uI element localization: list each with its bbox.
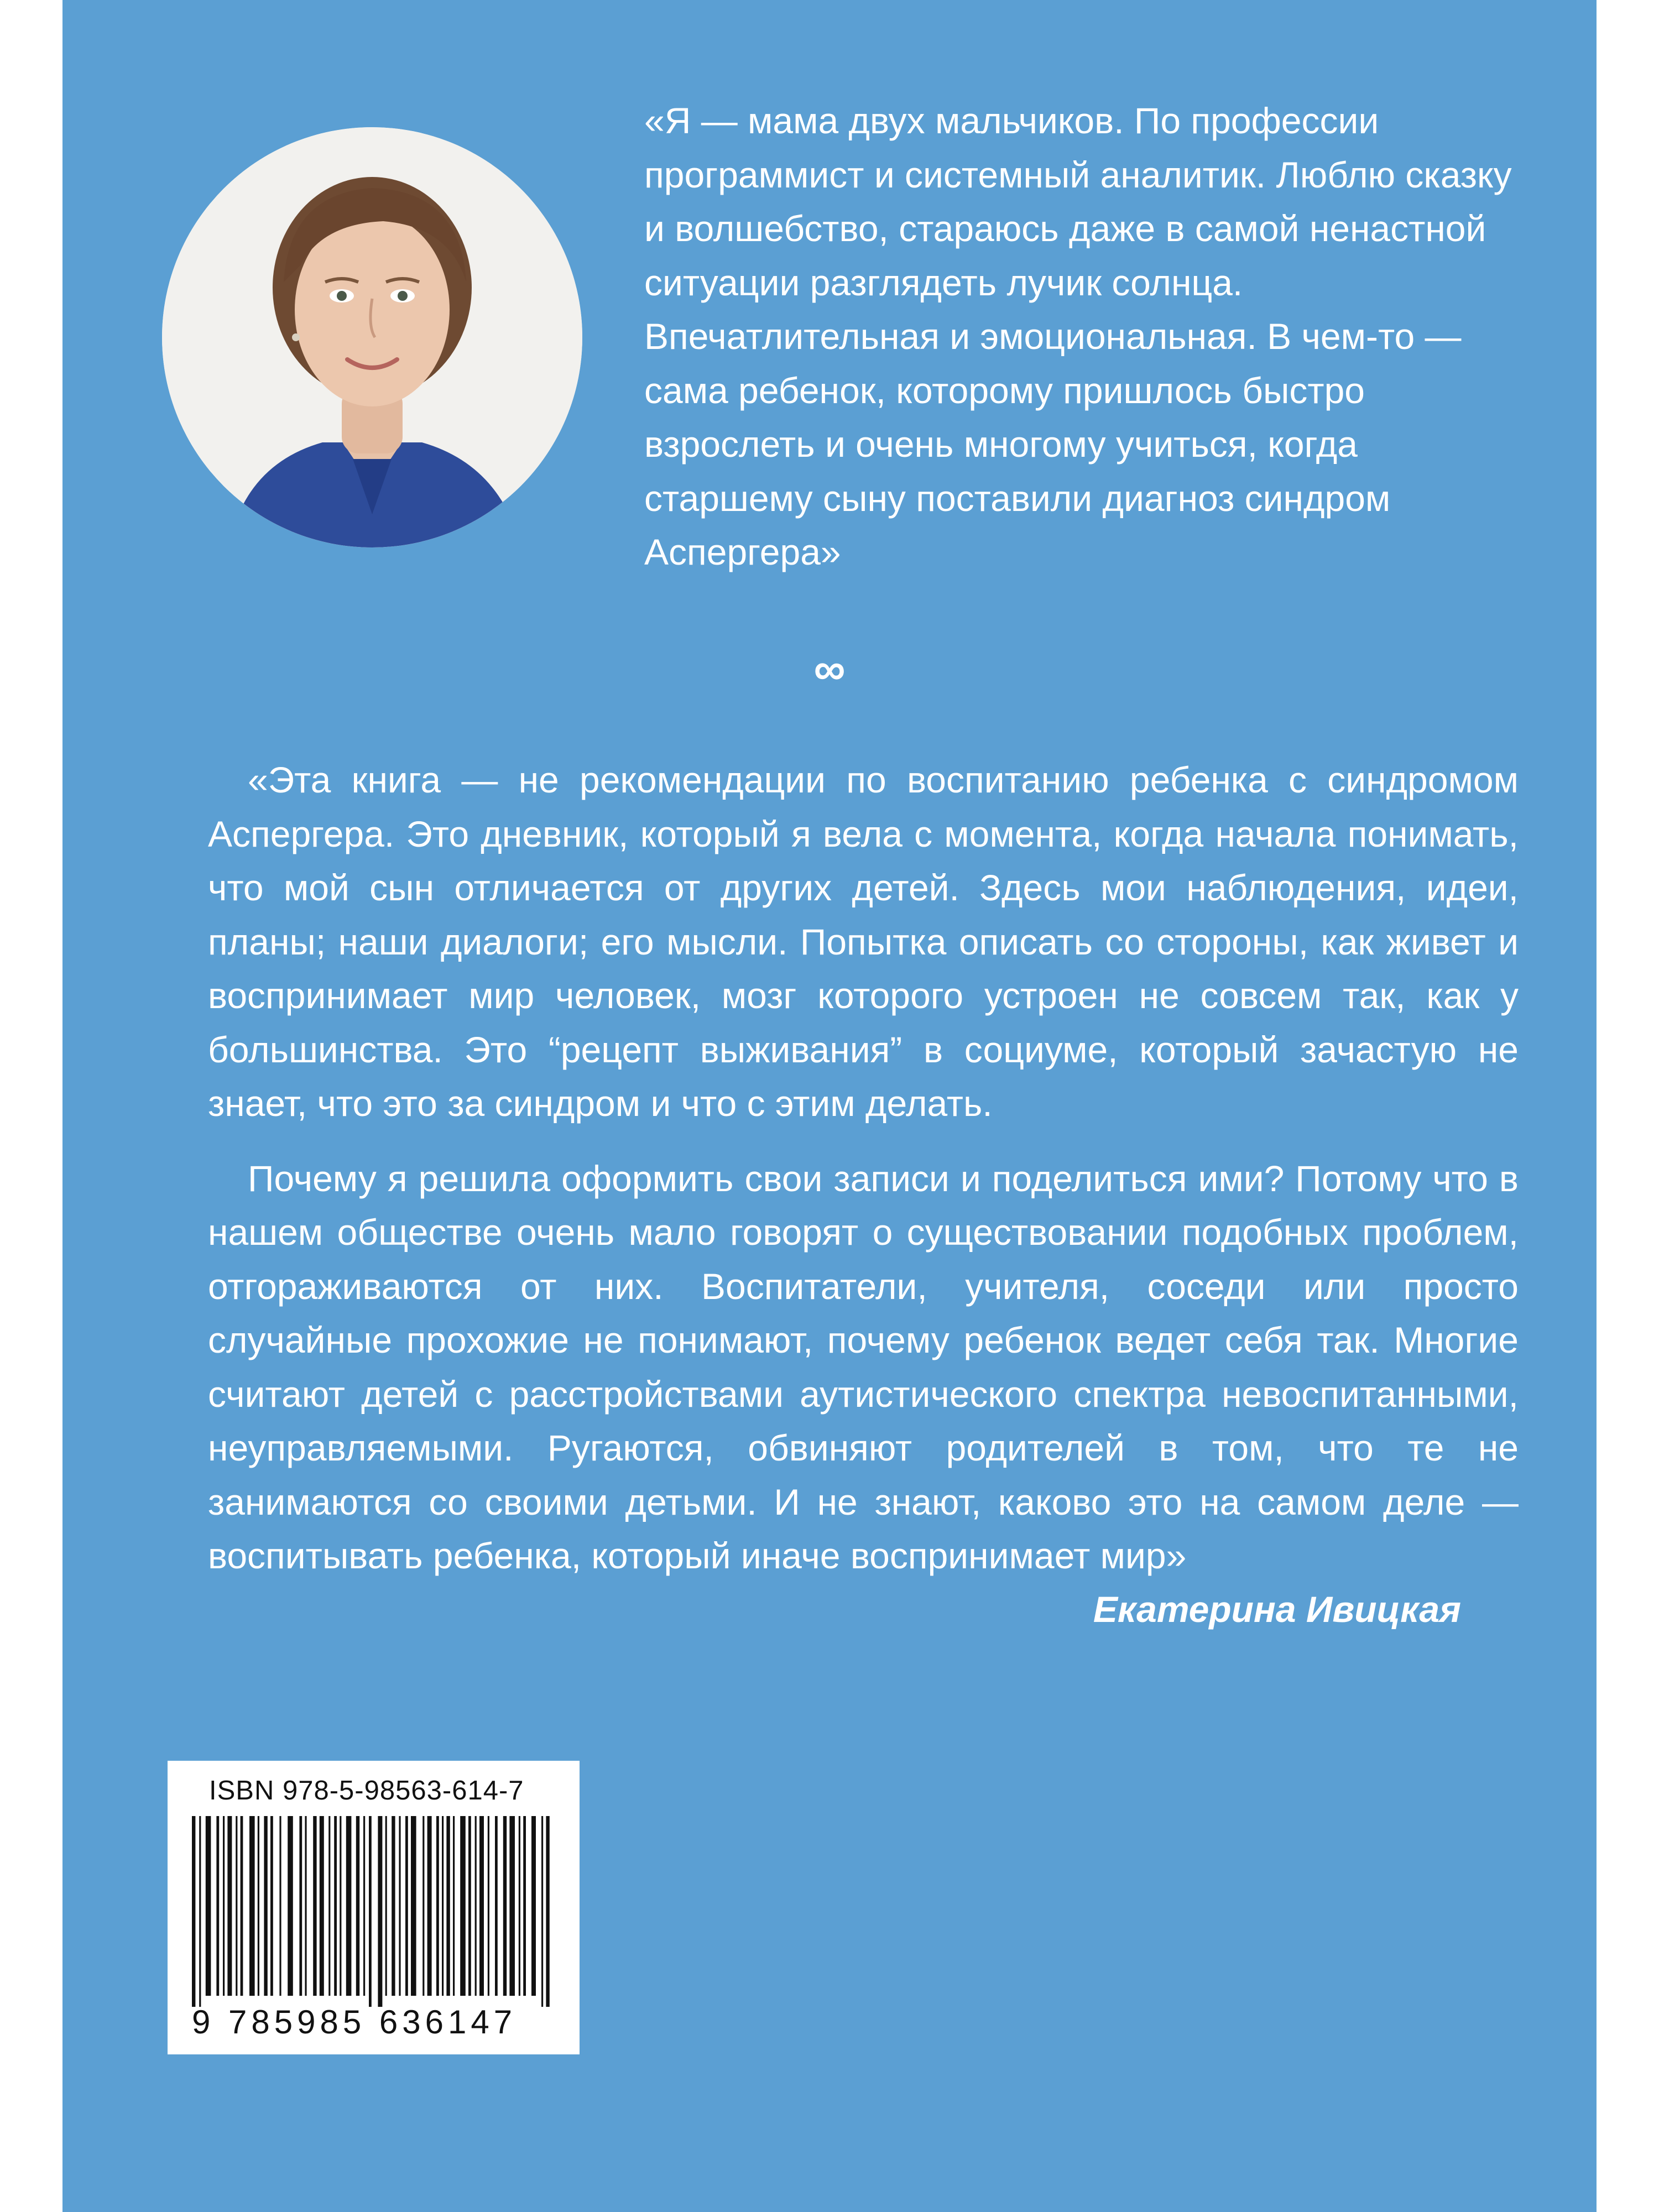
barcode-bar xyxy=(288,1816,293,1996)
barcode-bar xyxy=(223,1816,225,1996)
barcode-bar xyxy=(249,1816,255,1996)
barcode-bar xyxy=(446,1816,450,1996)
description-paragraph: Почему я решила оформить свои записи и поделиться ими? Потому что в нашем обществе очень мало говорят о существовании подобных проблем, отгораживаются от них. Воспитатели, учителя, соседи или просто случайные прохожие не понимают, почему ребенок ведет себя так. Многие считают детей с расстройствами аутистического спектра невоспитанными, неуправляемыми. Ругаются, обвиняют родителей в том, что те не занимаются со своими детьми. И не знают, каково это на самом деле — воспитывать ребенка, который иначе воспринимает мир» xyxy=(208,1157,1519,1576)
barcode-bar xyxy=(385,1816,387,1996)
isbn-barcode-box xyxy=(168,1761,580,2054)
barcode-bar xyxy=(392,1816,395,1996)
barcode-bar xyxy=(519,1816,520,1996)
barcode-bar xyxy=(468,1816,471,1996)
barcode-bar xyxy=(346,1816,352,1996)
barcode-bar xyxy=(216,1816,219,1996)
barcode-bar xyxy=(305,1816,306,1996)
isbn-label: ISBN 978-5-98563-614-7 xyxy=(209,1776,524,1806)
barcode-bar xyxy=(320,1816,324,1996)
barcode-bar xyxy=(509,1816,515,1996)
barcode-bar xyxy=(313,1816,316,1996)
barcode-bar xyxy=(546,1816,549,2007)
barcode-bar xyxy=(236,1816,237,1996)
barcode-bar xyxy=(399,1816,400,1996)
barcode-bar xyxy=(363,1816,365,1996)
barcode-bar xyxy=(279,1816,281,1996)
barcode-bar xyxy=(340,1816,341,1996)
barcode-bar xyxy=(264,1816,267,1996)
barcode-bar xyxy=(479,1816,484,1996)
barcode-bar xyxy=(460,1816,466,1996)
barcode-bar xyxy=(378,1816,382,2007)
barcode-bar xyxy=(270,1816,273,1996)
barcode-bar xyxy=(422,1816,424,1996)
barcode-bar xyxy=(475,1816,477,1996)
barcode-bar xyxy=(369,1816,372,2007)
barcode-bar xyxy=(411,1816,416,1996)
barcode-bar xyxy=(523,1816,526,1996)
description-paragraph: «Эта книга — не рекомендации по воспитанию ребенка с синдромом Аспергера. Это дневник, который я вела с момента, когда начала понимать, что мой сын отличается от других детей. Здесь мои наблюдения, идеи, планы; наши диалоги; его мысли. Попытка описать со стороны, как живет и воспринимает мир человек, мозг которого устроен не совсем так, как у большинства. Это “рецепт выживания” в социуме, который зачастую не знает, что это за синдром и что с этим делать. xyxy=(208,759,1519,1124)
author-photo xyxy=(162,127,582,547)
barcode-bar xyxy=(241,1816,243,1996)
author-name: Екатерина Ивицкая xyxy=(1093,1589,1461,1630)
barcode-icon xyxy=(192,1816,557,2007)
barcode-bar xyxy=(427,1816,432,1996)
author-portrait-icon xyxy=(162,127,582,547)
barcode-bar xyxy=(227,1816,232,1996)
barcode-bar xyxy=(328,1816,330,1996)
barcode-bar xyxy=(258,1816,259,1996)
barcode-bar xyxy=(405,1816,408,1996)
barcode-bar xyxy=(541,1816,543,2007)
author-intro-quote: «Я — мама двух мальчиков. По профессии программист и системный аналитик. Люблю сказку и волшебство, стараюсь даже в самой ненастной ситуации разглядеть лучик солнца. Впечатлительная и эмоциональная. В чем-то — сама ребенок, которому пришлось быстро взрослеть и очень многому учиться, когда старшему сыну поставили диагноз синдром Аспергера» xyxy=(644,100,1512,572)
barcode-bar xyxy=(299,1816,302,1996)
barcode-bar xyxy=(436,1816,439,1996)
barcode-bar xyxy=(453,1816,455,1996)
book-back-cover xyxy=(62,0,1597,2212)
barcode-bar xyxy=(495,1816,498,1996)
barcode-bar xyxy=(442,1816,444,1996)
barcode-bar xyxy=(206,1816,211,1996)
barcode-digits: 9 785985 636147 xyxy=(192,2004,517,2041)
barcode-bar xyxy=(356,1816,359,1996)
infinity-separator: ∞ xyxy=(813,644,846,693)
barcode-bar xyxy=(192,1816,195,2007)
barcode-bar xyxy=(334,1816,337,1996)
barcode-bar xyxy=(488,1816,489,1996)
barcode-bar xyxy=(531,1816,536,1996)
barcode-bar xyxy=(199,1816,201,2007)
barcode-bar xyxy=(503,1816,507,1996)
book-description xyxy=(208,753,1519,1604)
